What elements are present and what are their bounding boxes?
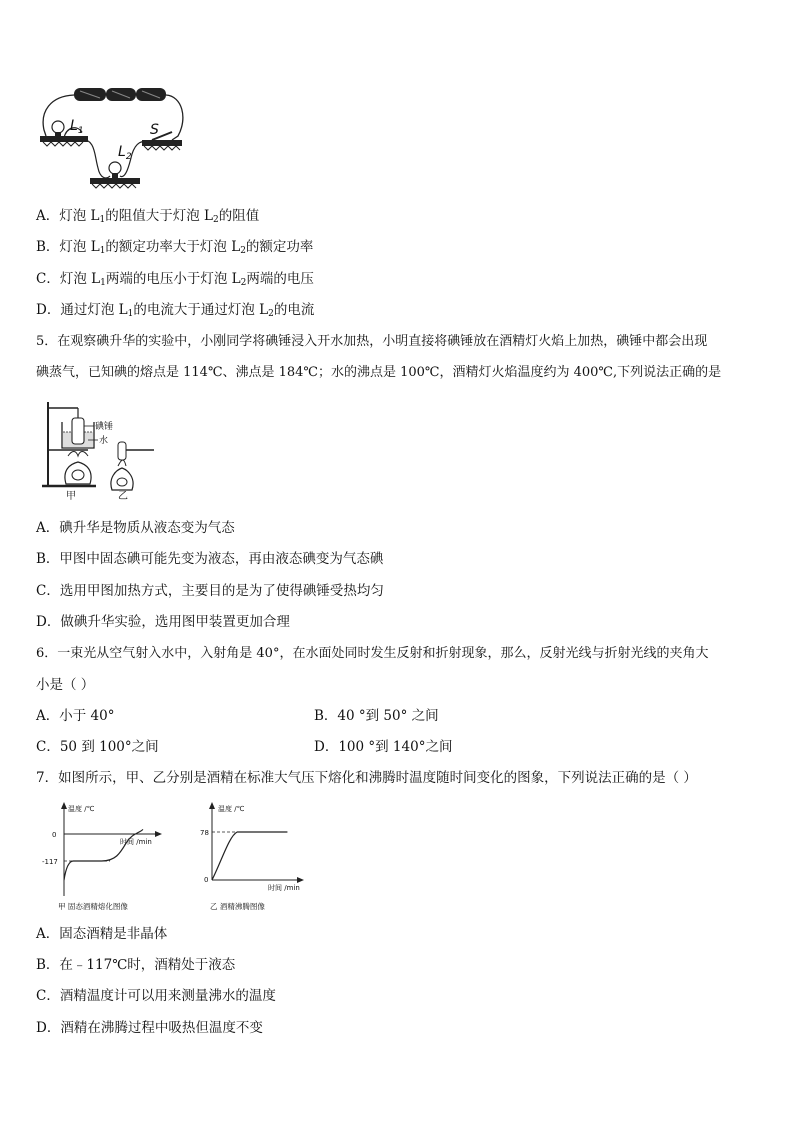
q7-option-a: A．固态酒精是非晶体 bbox=[36, 926, 168, 942]
q5-stem-line2: 碘蒸气，已知碘的熔点是 114℃、沸点是 184℃；水的沸点是 100℃，酒精灯火焰温度约为 400℃,下列说法正确的是 bbox=[36, 365, 722, 380]
circuit-figure bbox=[36, 82, 196, 194]
q6-stem-line1: 6．一束光从空气射入水中，入射角是 40°，在水面处同时发生反射和折射现象，那么，反射光线与折射光线的夹角大 bbox=[36, 646, 709, 661]
chart-boiling-curve bbox=[212, 832, 287, 880]
q7-option-d: D．酒精在沸腾过程中吸热但温度不变 bbox=[36, 1020, 263, 1036]
q4-option-a: A．灯泡 $L_1$的阻值大于灯泡 $L_2$的阻值 bbox=[36, 208, 260, 225]
caption-yi: 乙 bbox=[118, 491, 128, 502]
caption-jia: 甲 bbox=[66, 491, 76, 502]
q5-stem-line1: 5．在观察碘升华的实验中，小刚同学将碘锤浸入开水加热，小明直接将碘锤放在酒精灯火焰上加热，碘锤中都会出现 bbox=[36, 334, 708, 349]
q7-option-c: C．酒精温度计可以用来测量沸水的温度 bbox=[36, 988, 276, 1004]
chart-melting-title: 甲 固态酒精熔化图像 bbox=[58, 902, 128, 911]
beaker bbox=[62, 418, 94, 448]
chart-boiling bbox=[196, 798, 312, 916]
alcohol-lamp-b bbox=[111, 442, 154, 490]
chart-melting-ytick-117: -117 bbox=[42, 858, 58, 866]
lamp-l1-label: $L_1$ bbox=[70, 118, 84, 136]
water-label: 水 bbox=[99, 436, 109, 446]
q5-option-d: D．做碘升华实验，选用图甲装置更加合理 bbox=[36, 614, 290, 630]
chart-melting bbox=[40, 798, 170, 916]
chart-melting-curve bbox=[64, 829, 143, 880]
q6-option-a: A．小于 40° bbox=[36, 708, 115, 724]
q4-option-c: C．灯泡 $L_1$两端的电压小于灯泡 $L_2$两端的电压 bbox=[36, 271, 314, 288]
chart-melting-ylabel: 温度 /℃ bbox=[68, 805, 95, 813]
q6-option-c: C．50 到 100°之间 bbox=[36, 739, 159, 755]
q7-option-b: B．在﹣117℃时，酒精处于液态 bbox=[36, 957, 236, 973]
q4-option-d: D．通过灯泡 $L_1$的电流大于通过灯泡 $L_2$的电流 bbox=[36, 302, 315, 319]
lamp-l2-label: $L_2$ bbox=[118, 144, 132, 162]
switch-s bbox=[142, 132, 182, 150]
q7-stem: 7．如图所示，甲、乙分别是酒精在标准大气压下熔化和沸腾时温度随时间变化的图象，下列说法正确的是（ ） bbox=[36, 770, 697, 786]
q6-option-d: D．100 °到 140°之间 bbox=[314, 739, 453, 755]
chart-boiling-ytick-78: 78 bbox=[200, 829, 209, 837]
q5-option-b: B．甲图中固态碘可能先变为液态，再由液态碘变为气态碘 bbox=[36, 551, 384, 567]
q6-option-b: B．40 °到 50° 之间 bbox=[314, 708, 439, 724]
q4-option-b: B．灯泡 $L_1$的额定功率大于灯泡 $L_2$的额定功率 bbox=[36, 239, 314, 256]
q6-stem-line2: 小是（ ） bbox=[36, 677, 95, 693]
chart-melting-ytick-0: 0 bbox=[52, 831, 57, 839]
chart-boiling-title: 乙 酒精沸腾图像 bbox=[210, 902, 265, 911]
chart-boiling-ylabel: 温度 /℃ bbox=[218, 805, 245, 813]
chart-melting-xlabel: 时间 /min bbox=[120, 838, 152, 846]
switch-label: S bbox=[150, 122, 159, 138]
iodine-apparatus-figure bbox=[38, 398, 158, 502]
chart-boiling-ytick-0: 0 bbox=[204, 876, 209, 884]
battery-pack bbox=[74, 88, 166, 101]
iodine-tube-label: 碘锤 bbox=[95, 422, 114, 432]
alcohol-lamp-a bbox=[65, 452, 91, 485]
q5-option-c: C．选用甲图加热方式，主要目的是为了使得碘锤受热均匀 bbox=[36, 583, 384, 599]
chart-boiling-xlabel: 时间 /min bbox=[268, 884, 300, 892]
q5-option-a: A．碘升华是物质从液态变为气态 bbox=[36, 520, 235, 536]
